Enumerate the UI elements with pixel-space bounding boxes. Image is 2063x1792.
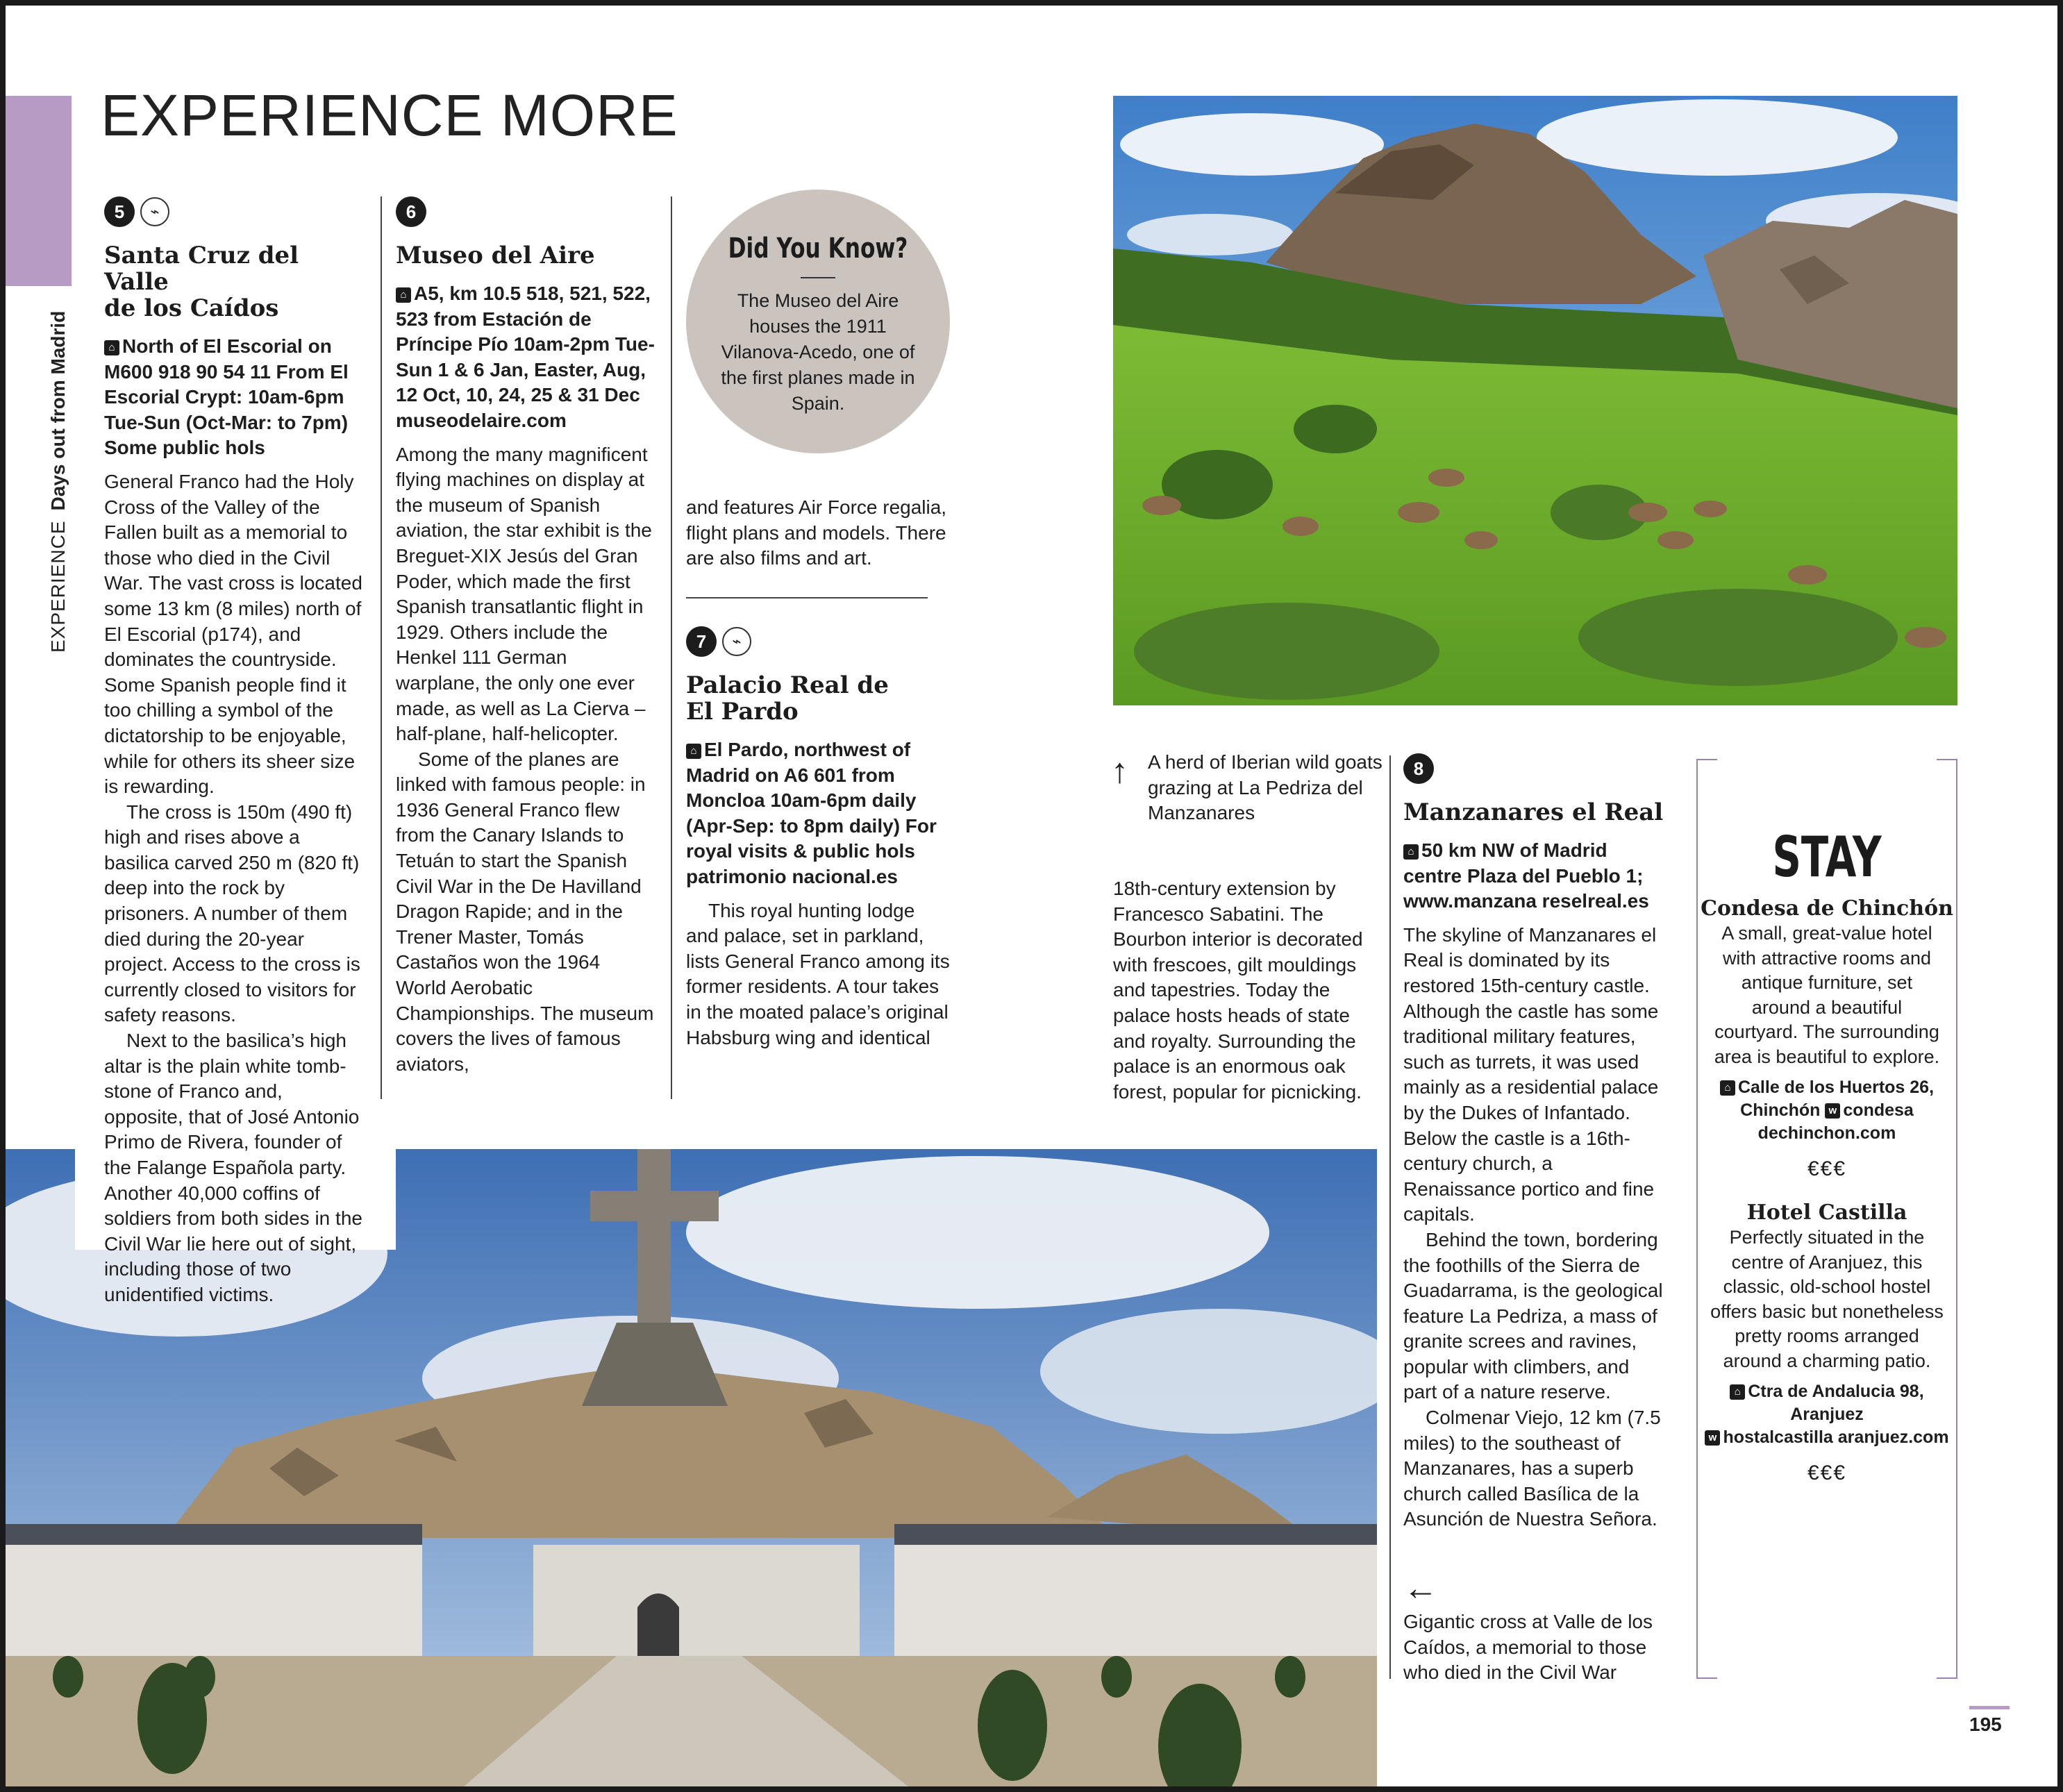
entry-6-continued: and features Air Force regalia, flight plans and models. There are also films and art.	[686, 496, 947, 569]
hotel-description: A small, great-value hotel with attractive rooms and antique furniture, set around a beautiful courtyard. The surrounding area is beautiful to explore.	[1714, 923, 1940, 1067]
web-icon: w	[1825, 1103, 1840, 1119]
address-icon: ⌂	[1730, 1384, 1745, 1400]
did-you-know-box	[686, 190, 950, 453]
entry-8	[1403, 753, 1666, 1532]
entry-7	[686, 626, 950, 1050]
entry-info: ⌂ North of El Escorial on M600 918 90 54 11 From El Escorial Crypt: 10am-6pm Tue-Sun (Oct-Mar: to 7pm) Some public hols	[104, 335, 349, 459]
address-icon: ⌂	[104, 340, 119, 355]
entry-info: ⌂ A5, km 10.5 518, 521, 522, 523 from Estación de Príncipe Pío 10am-2pm Tue-Sun 1 & 6 Jan, Easter, Aug, 12 Oct, 10, 24, 25 & 31 Dec museodelaire.com	[396, 283, 655, 431]
web-icon: w	[1705, 1430, 1720, 1446]
page-number-bar	[1969, 1706, 2010, 1709]
hotel-address: ⌂ Calle de los Huertos 26, Chinchón w condesa dechinchon.com	[1696, 1076, 1957, 1145]
goats-photo	[1113, 96, 1957, 705]
left-arrow-icon: ←	[1403, 1568, 1438, 1607]
entry-7-continued: 18th-century extension by Francesco Sabatini. The Bourbon interior is decorated with frescoes, gilt mouldings and tapestries. Today the palace hosts heads of state and royalty. Surrounding the palace is an enormous oak forest, popular for picnicking.	[1113, 878, 1363, 1103]
entry-info: ⌂ 50 km NW of Madrid centre Plaza del Pueblo 1; www.manzana reselreal.es	[1403, 839, 1649, 912]
entry-body: This royal hunting lodge and palace, set in parkland, lists General Franco among its former residents. A tour takes in the moated palace’s original Habsburg wing and identical	[686, 899, 950, 1048]
price-rating: €€€	[1807, 1157, 1847, 1180]
address-icon: ⌂	[396, 287, 411, 303]
hotel-address: ⌂ Ctra de Andalucia 98, Aranjuez w hostalcastilla aranjuez.com	[1696, 1380, 1957, 1449]
hotel-name: Hotel Castilla	[1746, 1200, 1907, 1225]
section-rule	[686, 597, 928, 598]
hotel-name: Condesa de Chinchón	[1701, 896, 1953, 921]
address-icon: ⌂	[1720, 1080, 1735, 1096]
entry-6	[396, 196, 655, 1077]
entry-title: Manzanares el Real	[1403, 798, 1664, 826]
address-icon: ⌂	[686, 744, 701, 759]
entry-info: ⌂ El Pardo, northwest of Madrid on A6 601 from Moncloa 10am-6pm daily (Apr-Sep: to 8pm daily) For royal visits & public hols patrimonio nacional.es	[686, 739, 937, 887]
entry-number-badge: 6	[396, 196, 426, 227]
camera-icon: ⌁	[140, 197, 169, 226]
entry-body: The skyline of Manzanares el Real is dominated by its restored 15th-century castle. Although the castle has some traditional military features, such as turrets, it was used mainly as a residential palace by the Dukes of Infantado. Below the castle is a 16th-century church, a Renaissance portico and fine capitals. Behind the town, bordering the foothills of the Sierra de Guadarrama, is the geological feature La Pedriza, a mass of granite screes and ravines, popular with climbers, and part of a nature reserve. Colmenar Viejo, 12 km (7.5 miles) to the southeast of Manzanares, has a superb church called Basílica de la Asunción de Nuestra Señora.	[1403, 923, 1663, 1530]
section-tab	[6, 96, 72, 286]
address-icon: ⌂	[1403, 844, 1419, 860]
goats-caption: A herd of Iberian wild goats grazing at La Pedriza del Manzanares	[1148, 751, 1383, 824]
running-head: EXPERIENCEDays out from Madrid	[47, 310, 69, 653]
entry-number-badge: 7	[686, 626, 717, 657]
entry-number-badge: 5	[104, 196, 135, 227]
entry-body: General Franco had the Holy Cross of the Valley of the Fallen built as a memorial to those who died in the Civil War. The vast cross is located some 13 km (8 miles) north of El Escorial (p174), and dominates the countryside. Some Spanish people find it too chilling a symbol of the dictatorship to be enjoyable, while for others its sheer size is rewarding. The cross is 150m (490 ft) high and rises above a basilica carved 250 m (820 ft) deep into the rock by prisoners. A number of them died during the 20-year project. Access to the cross is currently closed to visitors for safety reasons. Next to the basilica’s high altar is the plain white tombstone of Franco and, opposite, that of José Antonio Primo de Rivera, founder of the Falange Española party. Another 40,000 coffins of soldiers from both sides in the Civil War lie here out of sight, including those of two unidentified victims.	[104, 470, 362, 1305]
column-divider	[671, 196, 672, 1099]
entry-title: Palacio Real de El Pardo	[686, 671, 889, 726]
stay-title: STAY	[1772, 825, 1882, 889]
up-arrow-icon: ↑	[1111, 751, 1128, 790]
page-number: 195	[1969, 1714, 2002, 1735]
camera-icon: ⌁	[722, 627, 751, 656]
column-divider	[381, 196, 382, 1099]
page-title: EXPERIENCE MORE	[101, 83, 678, 148]
entry-number-badge: 8	[1403, 753, 1434, 784]
price-rating: €€€	[1807, 1462, 1847, 1484]
did-you-know-title: Did You Know?	[728, 233, 908, 265]
entry-body: Among the many magnificent flying machines on display at the museum of Spanish aviation, the star exhibit is the Breguet-XIX Jesús del Gran Poder, which made the first Spanish transatlantic flight in 1929. Others include the Henkel 111 German warplane, the only one ever made, as well as La Cierva – half-plane, half-helicopter. Some of the planes are linked with famous people: in 1936 General Franco flew from the Canary Islands to Tetuán to start the Spanish Civil War in the De Havilland Dragon Rapide; and in the Trener Master, Tomás Castaños won the 1964 World Aerobatic Championships. The museum covers the lives of famous aviators,	[396, 443, 654, 1075]
entry-title: Museo del Aire	[396, 242, 595, 269]
column-divider	[1389, 755, 1391, 1679]
cross-caption: Gigantic cross at Valle de los Caídos, a memorial to those who died in the Civil War	[1403, 1611, 1653, 1684]
hotel-description: Perfectly situated in the centre of Aranjuez, this classic, old-school hostel offers basic but nonetheless pretty rooms arranged around a charming patio.	[1710, 1227, 1944, 1371]
did-you-know-text: The Museo del Aire houses the 1911 Vilanova-Acedo, one of the first planes made in Spain.	[721, 290, 915, 414]
stay-box	[1696, 759, 1957, 1679]
entry-title: Santa Cruz del Valle de los Caídos	[104, 242, 299, 322]
entry-5	[104, 196, 367, 1308]
